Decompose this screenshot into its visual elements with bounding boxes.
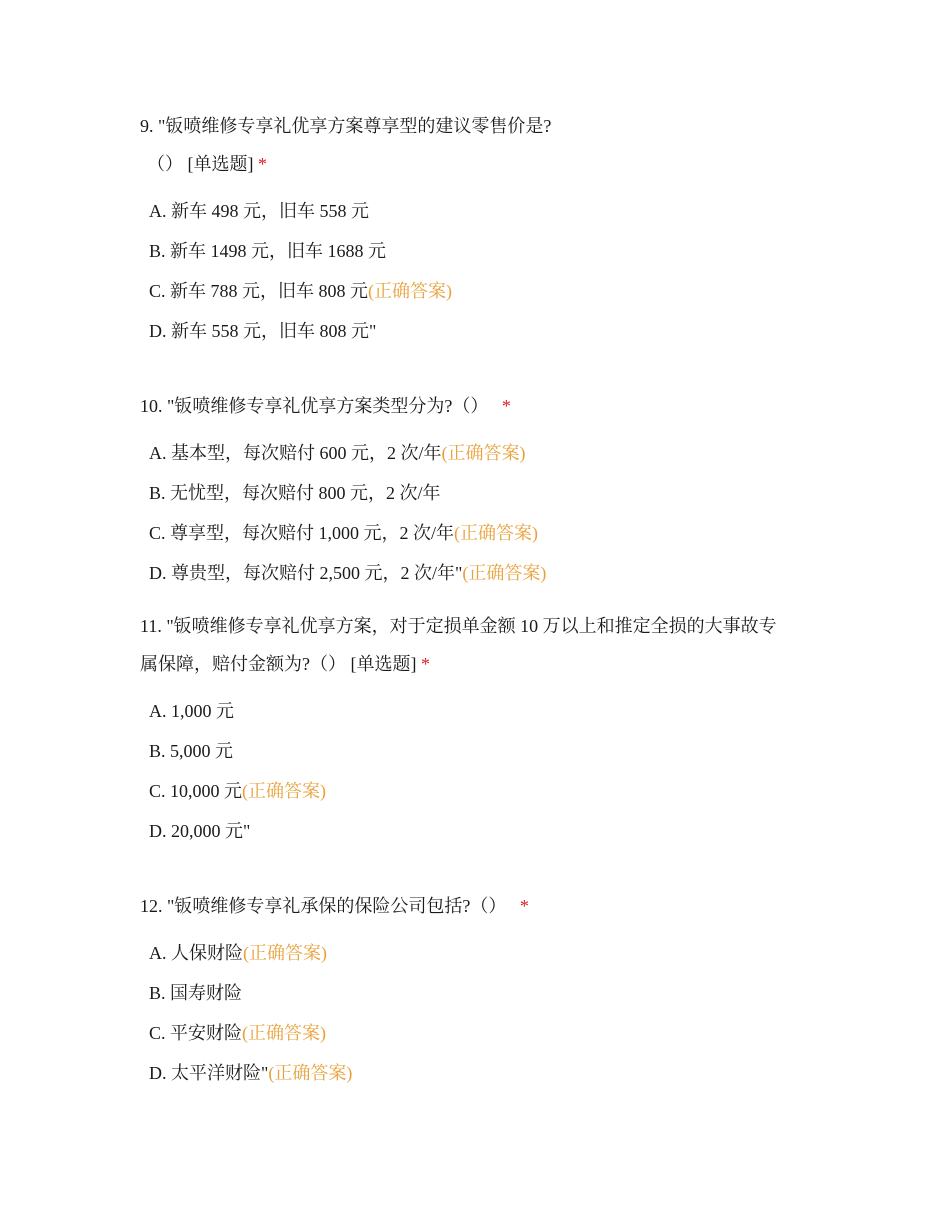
- correct-answer-tag: (正确答案): [242, 781, 327, 801]
- question-title: 11. "钣喷维修专享礼优享方案，对于定损单金额 10 万以上和推定全损的大事故专: [140, 616, 777, 636]
- option-a[interactable]: A. 1,000 元: [149, 701, 234, 721]
- option-d[interactable]: D. 新车 558 元，旧车 808 元": [149, 321, 377, 341]
- question-title: 9. "钣喷维修专享礼优享方案尊享型的建议零售价是?: [140, 116, 552, 136]
- question-title: （） [单选题] *: [147, 154, 267, 174]
- correct-answer-tag: (正确答案): [462, 563, 547, 583]
- option-b[interactable]: B. 新车 1498 元，旧车 1688 元: [149, 241, 387, 261]
- correct-answer-tag: (正确答案): [454, 523, 539, 543]
- correct-answer-tag: (正确答案): [441, 443, 526, 463]
- question-title: 12. "钣喷维修专享礼承保的保险公司包括?（） *: [140, 896, 529, 916]
- option-b[interactable]: B. 国寿财险: [149, 983, 243, 1003]
- correct-answer-tag: (正确答案): [243, 943, 327, 963]
- question-9: [140, 107, 820, 351]
- option-b[interactable]: B. 无忧型，每次赔付 800 元，2 次/年: [149, 483, 441, 503]
- question-title: 属保障，赔付金额为?（） [单选题] *: [140, 654, 430, 674]
- option-a[interactable]: A. 人保财险(正确答案): [149, 943, 327, 963]
- question-12: [140, 887, 820, 1093]
- question-title: 10. "钣喷维修专享礼优享方案类型分为?（） *: [140, 396, 511, 416]
- correct-answer-tag: (正确答案): [368, 281, 453, 301]
- required-asterisk: *: [420, 654, 430, 674]
- required-asterisk: *: [258, 154, 267, 174]
- question-10: [140, 387, 820, 593]
- option-a[interactable]: A. 基本型，每次赔付 600 元，2 次/年(正确答案): [149, 443, 526, 463]
- option-c[interactable]: C. 尊享型，每次赔付 1,000 元，2 次/年(正确答案): [149, 523, 539, 543]
- option-b[interactable]: B. 5,000 元: [149, 741, 234, 761]
- required-asterisk: *: [501, 396, 511, 416]
- option-c[interactable]: C. 新车 788 元，旧车 808 元(正确答案): [149, 281, 453, 301]
- option-c[interactable]: C. 10,000 元(正确答案): [149, 781, 327, 801]
- option-c[interactable]: C. 平安财险(正确答案): [149, 1023, 327, 1043]
- option-d[interactable]: D. 20,000 元": [149, 821, 251, 841]
- option-d[interactable]: D. 太平洋财险"(正确答案): [149, 1063, 353, 1083]
- correct-answer-tag: (正确答案): [242, 1023, 327, 1043]
- question-11: [140, 607, 820, 851]
- correct-answer-tag: (正确答案): [268, 1063, 353, 1083]
- required-asterisk: *: [519, 896, 529, 916]
- option-d[interactable]: D. 尊贵型，每次赔付 2,500 元，2 次/年"(正确答案): [149, 563, 547, 583]
- option-a[interactable]: A. 新车 498 元，旧车 558 元: [149, 201, 369, 221]
